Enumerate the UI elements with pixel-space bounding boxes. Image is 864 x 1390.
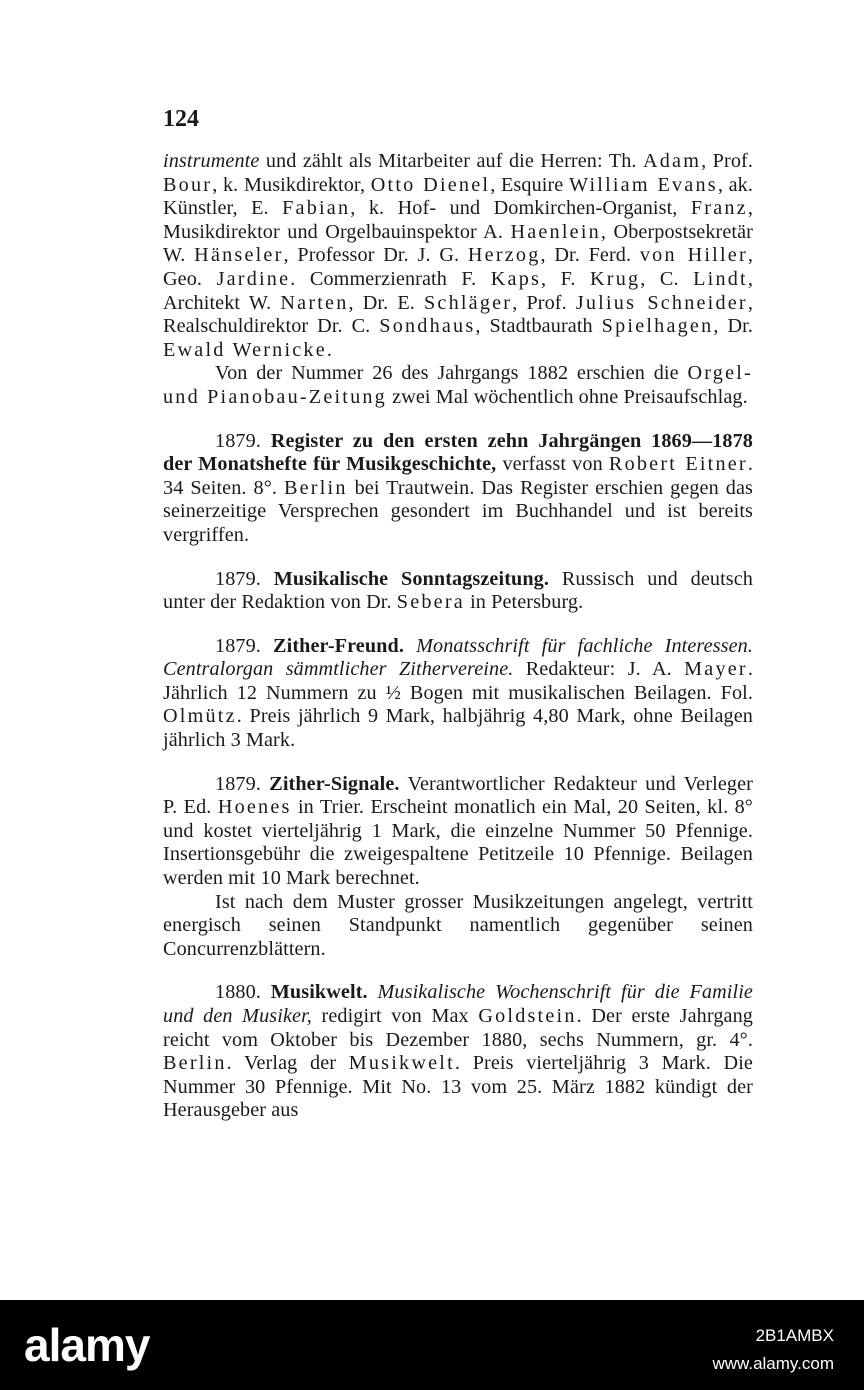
page-number: 124 bbox=[163, 106, 199, 132]
paragraph-orgel-zeitung bbox=[163, 362, 753, 409]
text-run: , Dr. Ferd. bbox=[540, 244, 640, 267]
text-run: , Prof. bbox=[701, 150, 753, 172]
text-run: , Oberpostsekretär W. bbox=[163, 220, 754, 267]
paragraph-zither-signale-note: Ist nach dem Muster grosser Musikzeitungen angelegt, vertritt energisch seinen Standpunkt namentlich gegenüber seinen Concurrenzblättern. bbox=[163, 890, 753, 960]
entry-title: Zither-Freund. bbox=[273, 634, 404, 657]
spaced-name: Haenlein bbox=[510, 220, 601, 243]
italic-text: Monatsschrift für fachliche Interessen. Centralorgan sämmtlicher Zithervereine. bbox=[163, 634, 754, 681]
entry-musikwelt bbox=[163, 981, 753, 1123]
text-run: , ak. Künstler, E. bbox=[163, 173, 754, 220]
spaced-name: Hoenes bbox=[217, 796, 292, 819]
text-run: . Der erste Jahrgang reicht vom Oktober bis Dezember 1880, sechs Nummern, gr. 4°. bbox=[163, 1005, 753, 1051]
stock-url: www.alamy.com bbox=[712, 1354, 834, 1373]
entry-year: 1879. bbox=[215, 567, 274, 590]
text-run: . Commerzienrath F. bbox=[290, 267, 491, 290]
italic-text: instrumente bbox=[163, 150, 260, 172]
text-run: in Petersburg. bbox=[464, 591, 584, 614]
spaced-name: Musikwelt bbox=[348, 1052, 455, 1075]
spaced-name: Orgel- und Pianobau-Zeitung bbox=[163, 362, 753, 408]
spaced-name: Julius Schneider bbox=[575, 291, 748, 314]
spaced-name: Sondhaus bbox=[379, 315, 476, 338]
stock-id: 2B1AMBX bbox=[755, 1326, 834, 1345]
text-run: . Verlag der bbox=[226, 1052, 349, 1075]
entry-sonntagszeitung bbox=[163, 568, 753, 615]
text-run: , Dr. E. bbox=[348, 291, 424, 314]
text-run: , Realschuldirektor Dr. C. bbox=[163, 291, 753, 338]
spaced-name: Lindt bbox=[693, 267, 748, 290]
text-run: , Professor Dr. J. G. bbox=[283, 244, 468, 267]
spaced-name: Bour bbox=[163, 173, 213, 196]
entry-zither-signale bbox=[163, 773, 753, 891]
paragraph-contributors bbox=[163, 150, 753, 362]
spaced-name: Jardine bbox=[216, 267, 291, 290]
text-run: . Preis jährlich 9 Mark, halbjährig 4,80 Mark, ohne Beilagen jährlich 3 Mark. bbox=[163, 705, 753, 752]
spaced-name: Kaps bbox=[490, 267, 542, 290]
text-run: . Preis vierteljährig 3 Mark. Die Nummer 30 Pfennige. Mit No. 13 vom 25. März 1882 kündigt der Herausgeber aus bbox=[163, 1052, 753, 1122]
text-run: , Geo. bbox=[163, 244, 754, 290]
text-run: , Esquire bbox=[490, 173, 569, 196]
entry-title: Musikalische Sonntagszeitung. bbox=[273, 567, 550, 590]
text-run: bei Trautwein. Das Register erschien gegen das seinerzeitige Versprechen gesondert im Buchhandel und ist bereits vergriffen. bbox=[163, 476, 753, 546]
text-run: . Jährlich 12 Nummern zu ½ Bogen mit musikalischen Beilagen. Fol. bbox=[163, 658, 753, 704]
spaced-name: Mayer bbox=[684, 658, 748, 681]
spaced-name: Olmütz bbox=[163, 705, 237, 728]
entry-title: Zither-Signale. bbox=[269, 772, 400, 795]
text-run: , k. Musikdirektor, bbox=[212, 173, 371, 196]
text-run: redigirt von Max bbox=[311, 1005, 479, 1027]
spaced-name: Schläger bbox=[423, 291, 513, 314]
entry-year: 1879. bbox=[215, 772, 270, 795]
body-text bbox=[163, 150, 753, 1123]
spaced-name: Berlin bbox=[163, 1052, 227, 1075]
text-run: . 34 Seiten. 8°. bbox=[163, 453, 753, 499]
spaced-name: Berlin bbox=[283, 476, 348, 499]
italic-text: Musikalische Wochenschrift für die Familie und den Musiker, bbox=[163, 981, 753, 1027]
text-run: Russisch und deutsch unter der Redaktion von Dr. bbox=[163, 567, 753, 614]
entry-year: 1880. bbox=[215, 981, 271, 1004]
entry-title: Register zu den ersten zehn Jahrgängen 1869—1878 der Monatshefte für Musikgeschichte, bbox=[163, 429, 753, 476]
entry-year: 1879. bbox=[215, 429, 271, 452]
entry-zither-freund bbox=[163, 635, 753, 753]
spaced-name: Herzog bbox=[467, 244, 541, 267]
entry-register bbox=[163, 430, 753, 548]
spaced-name: Fabian bbox=[282, 197, 351, 220]
spaced-name: Otto Dienel bbox=[370, 173, 491, 196]
spaced-name: Franz bbox=[690, 197, 748, 220]
spaced-name: Robert Eitner bbox=[608, 453, 748, 476]
text-run: , Prof. bbox=[512, 291, 576, 314]
text-run: , F. bbox=[541, 267, 590, 290]
text-run: , Stadtbaurath bbox=[475, 315, 602, 338]
text-run: in Trier. Erscheint monatlich ein Mal, 20 Seiten, kl. 8° und kostet vierteljährig 1 Mark, die einzelne Nummer 50 Pfennige. Insertionsgebühr die zweigespaltene Petitzeile 10 Pfennige. Beilagen werden mit 10 Mark berechnet. bbox=[163, 796, 753, 890]
entry-year: 1879. bbox=[215, 634, 274, 657]
text-run: und zählt als Mitarbeiter auf die Herren: Th. bbox=[259, 150, 643, 172]
alamy-logo: alamy bbox=[24, 1319, 150, 1371]
spaced-name: Spielhagen bbox=[601, 315, 714, 338]
text-run: verfasst von bbox=[496, 453, 609, 476]
spaced-name: Hänseler bbox=[194, 244, 284, 267]
spaced-name: William Evans bbox=[569, 173, 718, 196]
text-run: , C. bbox=[640, 267, 694, 290]
text-run: Von der Nummer 26 des Jahrgangs 1882 erschien die bbox=[215, 362, 688, 385]
text-run: , Architekt W. bbox=[163, 267, 754, 314]
text-run: , Dr. bbox=[713, 315, 753, 338]
spaced-name: Narten bbox=[280, 291, 349, 314]
spaced-name: Goldstein bbox=[478, 1005, 577, 1027]
entry-title: Musikwelt. bbox=[270, 981, 368, 1004]
spaced-name: Ewald Wernicke bbox=[163, 338, 327, 361]
spaced-name: Adam bbox=[642, 150, 702, 172]
spaced-name: Sebera bbox=[396, 591, 465, 614]
spaced-name: Krug bbox=[590, 267, 641, 290]
text-run: Redakteur: J. A. bbox=[513, 658, 685, 681]
spaced-name: von Hiller bbox=[639, 244, 748, 267]
text-run: , k. Hof- und Domkirchen-Organist, bbox=[350, 197, 691, 220]
text-run: Verantwortlicher Redakteur und Verleger P. Ed. bbox=[163, 772, 753, 819]
watermark-bar bbox=[0, 1300, 864, 1390]
text-run: , Musikdirektor und Orgelbauinspektor A. bbox=[163, 197, 753, 243]
text-run: zwei Mal wöchentlich ohne Preisaufschlag. bbox=[386, 385, 748, 408]
text-run: . bbox=[326, 338, 333, 361]
